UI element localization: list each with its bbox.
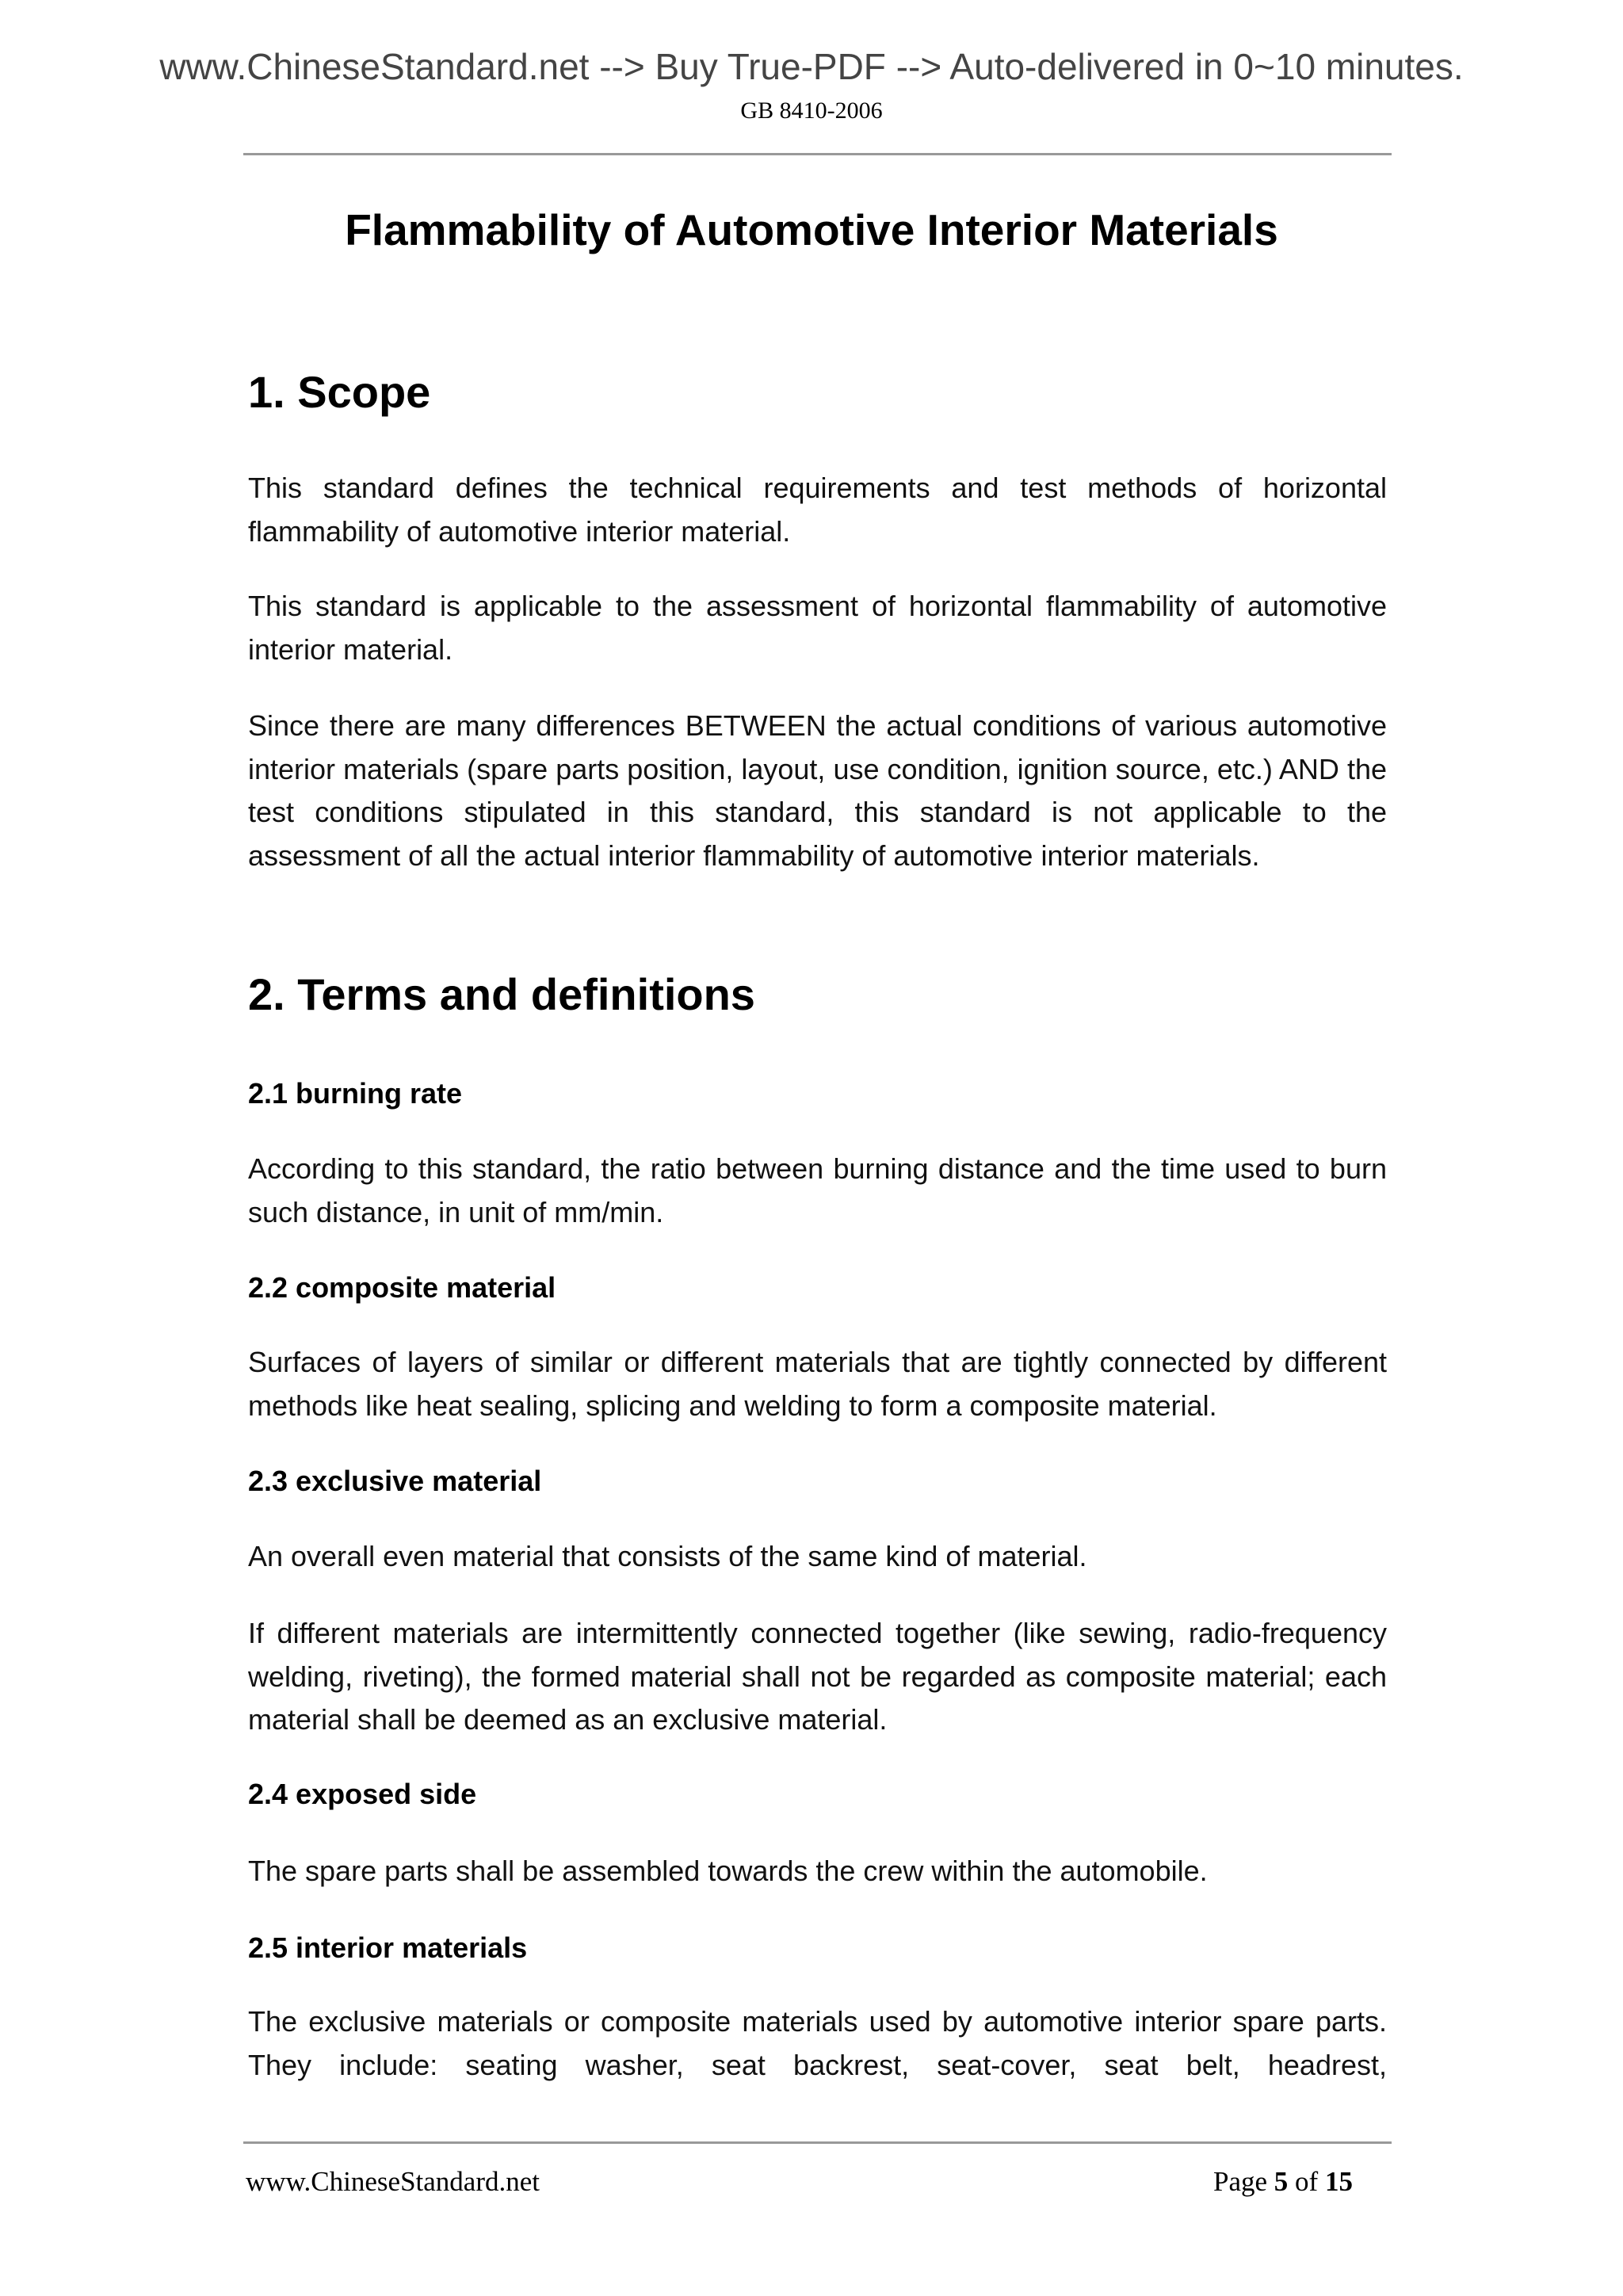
page-number bbox=[1213, 2164, 1353, 2200]
total-pages: 15 bbox=[1324, 2166, 1353, 2197]
page-of: of bbox=[1295, 2166, 1319, 2197]
term-heading: 2.2 composite material bbox=[248, 1271, 556, 1304]
footer-site: www.ChineseStandard.net bbox=[246, 2166, 540, 2197]
current-page: 5 bbox=[1274, 2166, 1289, 2197]
paragraph: An overall even material that consists of the same kind of material. bbox=[248, 1540, 1087, 1572]
promo-banner: www.ChineseStandard.net --> Buy True-PDF --> Auto-delivered in 0~10 minutes. bbox=[159, 46, 1464, 87]
term-heading: 2.5 interior materials bbox=[248, 1931, 528, 1964]
term-heading: 2.4 exposed side bbox=[248, 1778, 477, 1810]
paragraph: If different materials are intermittently connected together (like sewing, radio-frequency welding, riveting), the formed material shall not be regarded as composite material; each material shall be deemed as an exclusive material. bbox=[248, 1617, 1387, 1736]
paragraph: The exclusive materials or composite materials used by automotive interior spare parts. They include: seating washer, seat backrest, seat-cover, seat belt, headrest, bbox=[248, 2005, 1387, 2081]
term-heading: 2.3 exclusive material bbox=[248, 1465, 542, 1497]
paragraph: This standard is applicable to the assessment of horizontal flammability of automotive interior material. bbox=[248, 590, 1387, 666]
paragraph: According to this standard, the ratio between burning distance and the time used to burn such distance, in unit of mm/min. bbox=[248, 1152, 1387, 1228]
page-title: Flammability of Automotive Interior Materials bbox=[345, 205, 1278, 254]
paragraph: Since there are many differences BETWEEN the actual conditions of various automotive interior materials (spare parts position, layout, use condition, ignition source, etc.) AND the test conditions stipulated in this standard, this standard is not applicable to the assessment of all the actual interior flammability of automotive interior materials. bbox=[248, 709, 1387, 872]
page-prefix: Page bbox=[1213, 2166, 1268, 2197]
document-id: GB 8410-2006 bbox=[740, 97, 883, 124]
footer-divider bbox=[243, 2141, 1392, 2144]
header-divider bbox=[243, 153, 1392, 155]
section-heading-scope: 1. Scope bbox=[248, 367, 431, 417]
paragraph: This standard defines the technical requirements and test methods of horizontal flammability of automotive interior material. bbox=[248, 472, 1387, 548]
paragraph: Surfaces of layers of similar or different materials that are tightly connected by different methods like heat sealing, splicing and welding to form a composite material. bbox=[248, 1346, 1387, 1422]
paragraph: The spare parts shall be assembled towards the crew within the automobile. bbox=[248, 1855, 1208, 1887]
term-heading: 2.1 burning rate bbox=[248, 1077, 463, 1110]
section-heading-terms: 2. Terms and definitions bbox=[248, 969, 755, 1019]
